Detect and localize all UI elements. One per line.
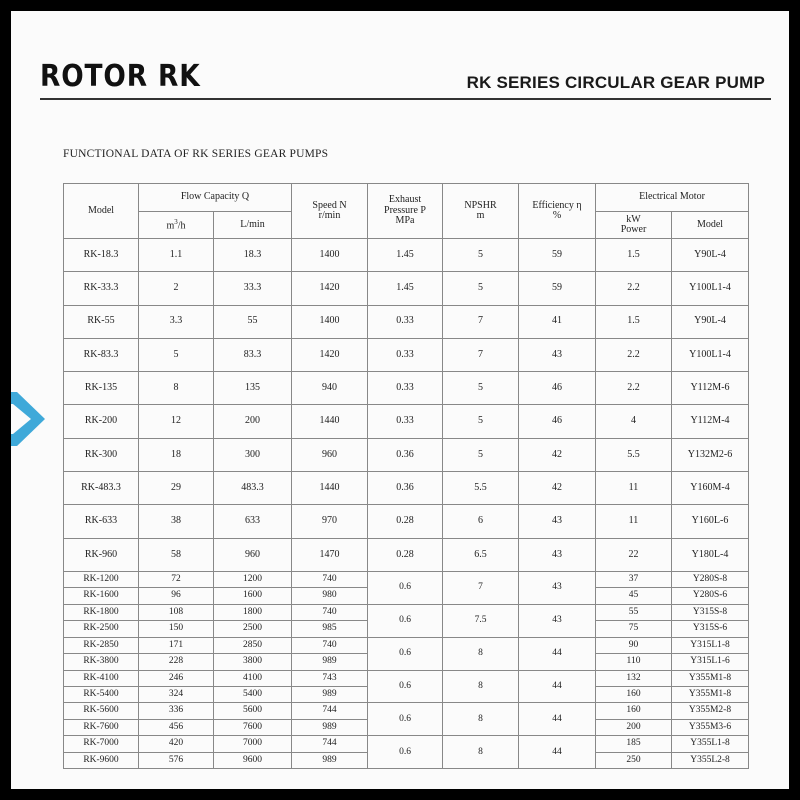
flow-m3h-cell: 58 — [139, 538, 214, 571]
power-cell: 22 — [596, 538, 672, 571]
speed-cell: 740 — [292, 571, 368, 587]
pressure-cell: 0.28 — [368, 538, 443, 571]
speed-cell: 989 — [292, 752, 368, 768]
npshr-cell: 7.5 — [443, 604, 519, 637]
speed-cell: 940 — [292, 372, 368, 405]
flow-lmin-cell: 4100 — [214, 670, 292, 686]
power-cell: 75 — [596, 621, 672, 637]
motor-model-cell: Y180L-4 — [672, 538, 749, 571]
flow-lmin-cell: 2500 — [214, 621, 292, 637]
speed-cell: 743 — [292, 670, 368, 686]
power-cell: 2.2 — [596, 372, 672, 405]
table-row — [64, 571, 749, 587]
header-power: kW Power — [596, 212, 672, 239]
table-row — [64, 372, 749, 405]
header-flow-m3h: $m^3/h$ — [139, 212, 214, 239]
pressure-cell: 0.6 — [368, 736, 443, 769]
power-cell: 11 — [596, 505, 672, 538]
power-cell: 160 — [596, 703, 672, 719]
efficiency-cell: 59 — [519, 272, 596, 305]
motor-model-cell: Y315S-6 — [672, 621, 749, 637]
flow-m3h-cell: 228 — [139, 654, 214, 670]
flow-m3h-cell: 324 — [139, 687, 214, 703]
flow-lmin-cell: 7000 — [214, 736, 292, 752]
efficiency-cell: 42 — [519, 472, 596, 505]
power-cell: 5.5 — [596, 438, 672, 471]
table-row — [64, 305, 749, 338]
motor-model-cell: Y355M1-8 — [672, 670, 749, 686]
power-cell: 37 — [596, 571, 672, 587]
speed-cell: 740 — [292, 637, 368, 653]
efficiency-cell: 44 — [519, 703, 596, 736]
model-cell: RK-3800 — [64, 654, 139, 670]
efficiency-cell: 43 — [519, 571, 596, 604]
power-cell: 2.2 — [596, 338, 672, 371]
flow-lmin-cell: 1600 — [214, 588, 292, 604]
table-row — [64, 505, 749, 538]
model-cell: RK-960 — [64, 538, 139, 571]
speed-cell: 1400 — [292, 305, 368, 338]
npshr-cell: 6 — [443, 505, 519, 538]
efficiency-cell: 41 — [519, 305, 596, 338]
motor-model-cell: Y90L-4 — [672, 305, 749, 338]
speed-cell: 989 — [292, 719, 368, 735]
motor-model-cell: Y90L-4 — [672, 239, 749, 272]
flow-m3h-cell: 108 — [139, 604, 214, 620]
pressure-cell: 0.6 — [368, 571, 443, 604]
npshr-cell: 5 — [443, 239, 519, 272]
power-cell: 4 — [596, 405, 672, 438]
flow-lmin-cell: 5600 — [214, 703, 292, 719]
motor-model-cell: Y355L1-8 — [672, 736, 749, 752]
table-caption: FUNCTIONAL DATA OF RK SERIES GEAR PUMPS — [63, 148, 329, 160]
header-motor-model: Model — [672, 212, 749, 239]
flow-lmin-cell: 18.3 — [214, 239, 292, 272]
model-cell: RK-7600 — [64, 719, 139, 735]
motor-model-cell: Y355M2-8 — [672, 703, 749, 719]
flow-m3h-cell: 1.1 — [139, 239, 214, 272]
speed-cell: 1420 — [292, 272, 368, 305]
power-cell: 55 — [596, 604, 672, 620]
model-cell: RK-4100 — [64, 670, 139, 686]
flow-lmin-cell: 33.3 — [214, 272, 292, 305]
model-cell: RK-55 — [64, 305, 139, 338]
speed-cell: 744 — [292, 736, 368, 752]
pressure-cell: 0.6 — [368, 637, 443, 670]
efficiency-cell: 46 — [519, 405, 596, 438]
model-cell: RK-5400 — [64, 687, 139, 703]
model-cell: RK-18.3 — [64, 239, 139, 272]
motor-model-cell: Y280S-6 — [672, 588, 749, 604]
speed-cell: 970 — [292, 505, 368, 538]
flow-lmin-cell: 83.3 — [214, 338, 292, 371]
power-cell: 200 — [596, 719, 672, 735]
header-model: Model — [64, 184, 139, 239]
flow-m3h-cell: 72 — [139, 571, 214, 587]
npshr-cell: 5 — [443, 272, 519, 305]
flow-m3h-cell: 5 — [139, 338, 214, 371]
table-row — [64, 538, 749, 571]
pressure-cell: 0.6 — [368, 703, 443, 736]
flow-lmin-cell: 2850 — [214, 637, 292, 653]
flow-m3h-cell: 420 — [139, 736, 214, 752]
header-exhaust-pressure: Exhaust Pressure P MPa — [368, 184, 443, 239]
table-row — [64, 472, 749, 505]
speed-cell: 1440 — [292, 472, 368, 505]
flow-m3h-cell: 38 — [139, 505, 214, 538]
motor-model-cell: Y160L-6 — [672, 505, 749, 538]
model-cell: RK-9600 — [64, 752, 139, 768]
motor-model-cell: Y315L1-8 — [672, 637, 749, 653]
power-cell: 132 — [596, 670, 672, 686]
flow-m3h-cell: 29 — [139, 472, 214, 505]
flow-m3h-cell: 2 — [139, 272, 214, 305]
efficiency-cell: 44 — [519, 670, 596, 703]
efficiency-cell: 43 — [519, 604, 596, 637]
pressure-cell: 1.45 — [368, 239, 443, 272]
model-cell: RK-300 — [64, 438, 139, 471]
power-cell: 185 — [596, 736, 672, 752]
model-cell: RK-33.3 — [64, 272, 139, 305]
npshr-cell: 5 — [443, 372, 519, 405]
flow-m3h-cell: 576 — [139, 752, 214, 768]
brand-logo: ROTOR RK — [40, 59, 201, 94]
model-cell: RK-633 — [64, 505, 139, 538]
power-cell: 2.2 — [596, 272, 672, 305]
motor-model-cell: Y112M-4 — [672, 405, 749, 438]
npshr-cell: 8 — [443, 670, 519, 703]
efficiency-cell: 44 — [519, 637, 596, 670]
speed-cell: 989 — [292, 654, 368, 670]
efficiency-cell: 44 — [519, 736, 596, 769]
pressure-cell: 0.33 — [368, 338, 443, 371]
flow-lmin-cell: 1800 — [214, 604, 292, 620]
motor-model-cell: Y132M2-6 — [672, 438, 749, 471]
pressure-cell: 0.28 — [368, 505, 443, 538]
motor-model-cell: Y112M-6 — [672, 372, 749, 405]
efficiency-cell: 59 — [519, 239, 596, 272]
model-cell: RK-200 — [64, 405, 139, 438]
speed-cell: 744 — [292, 703, 368, 719]
npshr-cell: 7 — [443, 571, 519, 604]
speed-cell: 1470 — [292, 538, 368, 571]
npshr-cell: 7 — [443, 338, 519, 371]
speed-cell: 740 — [292, 604, 368, 620]
header-efficiency: Efficiency η % — [519, 184, 596, 239]
arrow-marker-icon — [11, 384, 51, 454]
npshr-cell: 5 — [443, 405, 519, 438]
table-row — [64, 637, 749, 653]
npshr-cell: 5.5 — [443, 472, 519, 505]
npshr-cell: 8 — [443, 736, 519, 769]
motor-model-cell: Y160M-4 — [672, 472, 749, 505]
speed-cell: 1400 — [292, 239, 368, 272]
model-cell: RK-483.3 — [64, 472, 139, 505]
flow-lmin-cell: 200 — [214, 405, 292, 438]
model-cell: RK-2500 — [64, 621, 139, 637]
motor-model-cell: Y315S-8 — [672, 604, 749, 620]
flow-m3h-cell: 18 — [139, 438, 214, 471]
motor-model-cell: Y355M1-8 — [672, 687, 749, 703]
power-cell: 160 — [596, 687, 672, 703]
model-cell: RK-2850 — [64, 637, 139, 653]
pressure-cell: 0.33 — [368, 372, 443, 405]
model-cell: RK-1200 — [64, 571, 139, 587]
table-row — [64, 272, 749, 305]
table-row — [64, 703, 749, 719]
speed-cell: 1420 — [292, 338, 368, 371]
flow-lmin-cell: 7600 — [214, 719, 292, 735]
power-cell: 250 — [596, 752, 672, 768]
flow-lmin-cell: 3800 — [214, 654, 292, 670]
series-title: RK SERIES CIRCULAR GEAR PUMP — [466, 73, 765, 92]
model-cell: RK-135 — [64, 372, 139, 405]
table-row — [64, 405, 749, 438]
power-cell: 1.5 — [596, 305, 672, 338]
header-electrical-motor: Electrical Motor — [596, 184, 749, 212]
catalog-page — [11, 11, 789, 789]
motor-model-cell: Y355M3-6 — [672, 719, 749, 735]
efficiency-cell: 42 — [519, 438, 596, 471]
speed-cell: 960 — [292, 438, 368, 471]
flow-lmin-cell: 5400 — [214, 687, 292, 703]
motor-model-cell: Y100L1-4 — [672, 272, 749, 305]
power-cell: 11 — [596, 472, 672, 505]
flow-m3h-cell: 246 — [139, 670, 214, 686]
flow-lmin-cell: 55 — [214, 305, 292, 338]
power-cell: 1.5 — [596, 239, 672, 272]
header-flow-lmin: L/min — [214, 212, 292, 239]
pressure-cell: 0.33 — [368, 305, 443, 338]
npshr-cell: 6.5 — [443, 538, 519, 571]
flow-m3h-cell: 150 — [139, 621, 214, 637]
power-cell: 90 — [596, 637, 672, 653]
motor-model-cell: Y355L2-8 — [672, 752, 749, 768]
table-row — [64, 438, 749, 471]
speed-cell: 980 — [292, 588, 368, 604]
model-cell: RK-1800 — [64, 604, 139, 620]
flow-lmin-cell: 1200 — [214, 571, 292, 587]
model-cell: RK-83.3 — [64, 338, 139, 371]
model-cell: RK-1600 — [64, 588, 139, 604]
gear-pump-spec-table — [63, 183, 749, 769]
npshr-cell: 7 — [443, 305, 519, 338]
flow-m3h-cell: 3.3 — [139, 305, 214, 338]
pressure-cell: 0.6 — [368, 670, 443, 703]
table-row — [64, 338, 749, 371]
flow-lmin-cell: 135 — [214, 372, 292, 405]
header-divider — [40, 98, 771, 100]
motor-model-cell: Y315L1-6 — [672, 654, 749, 670]
flow-m3h-cell: 8 — [139, 372, 214, 405]
npshr-cell: 8 — [443, 703, 519, 736]
efficiency-cell: 43 — [519, 538, 596, 571]
power-cell: 45 — [596, 588, 672, 604]
speed-cell: 1440 — [292, 405, 368, 438]
flow-lmin-cell: 300 — [214, 438, 292, 471]
flow-lmin-cell: 483.3 — [214, 472, 292, 505]
pressure-cell: 0.6 — [368, 604, 443, 637]
power-cell: 110 — [596, 654, 672, 670]
pressure-cell: 0.36 — [368, 438, 443, 471]
table-row — [64, 239, 749, 272]
header-flow-capacity: Flow Capacity Q — [139, 184, 292, 212]
flow-m3h-cell: 456 — [139, 719, 214, 735]
header-npshr: NPSHR m — [443, 184, 519, 239]
efficiency-cell: 43 — [519, 505, 596, 538]
speed-cell: 989 — [292, 687, 368, 703]
flow-m3h-cell: 171 — [139, 637, 214, 653]
flow-m3h-cell: 12 — [139, 405, 214, 438]
table-row — [64, 604, 749, 620]
header-speed: Speed N r/min — [292, 184, 368, 239]
flow-m3h-cell: 96 — [139, 588, 214, 604]
efficiency-cell: 43 — [519, 338, 596, 371]
pressure-cell: 1.45 — [368, 272, 443, 305]
npshr-cell: 8 — [443, 637, 519, 670]
pressure-cell: 0.36 — [368, 472, 443, 505]
speed-cell: 985 — [292, 621, 368, 637]
motor-model-cell: Y280S-8 — [672, 571, 749, 587]
table-row — [64, 736, 749, 752]
npshr-cell: 5 — [443, 438, 519, 471]
table-row — [64, 670, 749, 686]
flow-lmin-cell: 9600 — [214, 752, 292, 768]
model-cell: RK-7000 — [64, 736, 139, 752]
flow-lmin-cell: 633 — [214, 505, 292, 538]
motor-model-cell: Y100L1-4 — [672, 338, 749, 371]
flow-lmin-cell: 960 — [214, 538, 292, 571]
flow-m3h-cell: 336 — [139, 703, 214, 719]
model-cell: RK-5600 — [64, 703, 139, 719]
efficiency-cell: 46 — [519, 372, 596, 405]
pressure-cell: 0.33 — [368, 405, 443, 438]
